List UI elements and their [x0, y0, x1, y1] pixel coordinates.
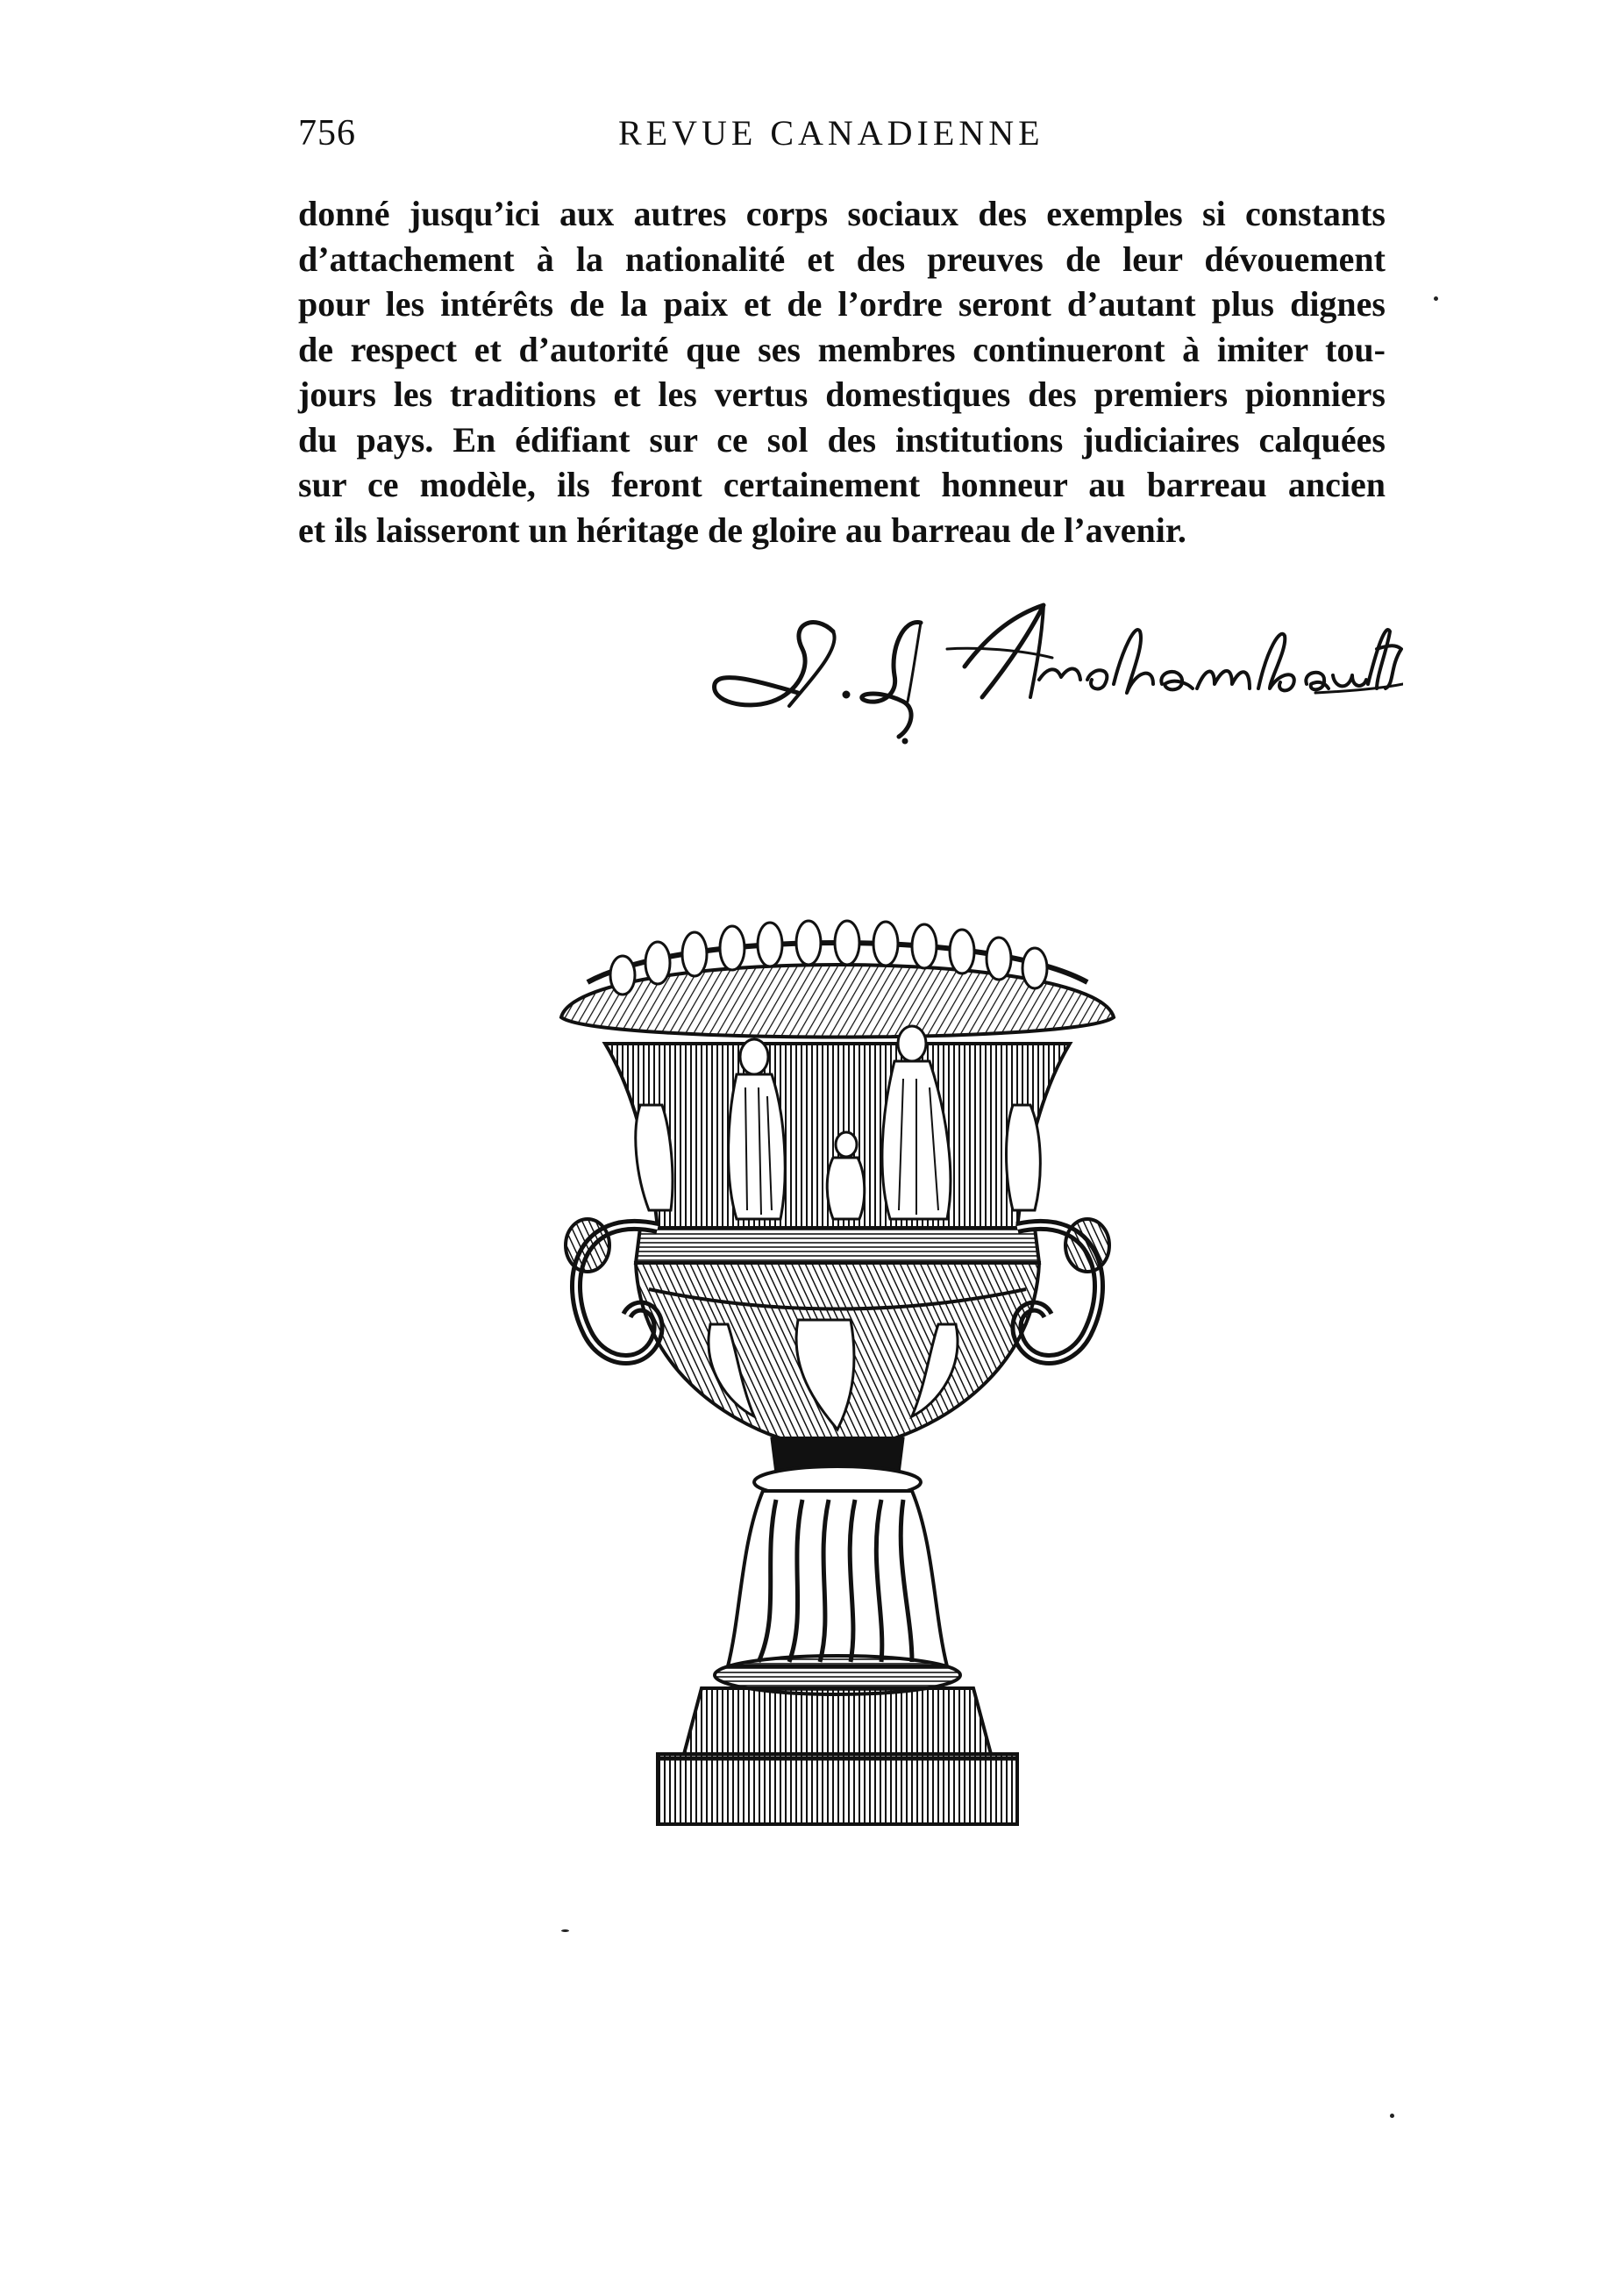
text-line: sur ce modèle, ils feront certainement honneur au barreau ancien: [298, 465, 1386, 504]
text-line: d’attachement à la nationalité et des preuves de leur dévouement: [298, 239, 1386, 279]
text-line: jours les traditions et les vertus domestiques des premiers pionniers: [298, 374, 1386, 414]
body-paragraph: [298, 191, 1386, 553]
text-line: de respect et d’autorité que ses membres continueront à imiter tou-: [298, 329, 1386, 369]
text-line: et ils laisseront un héritage de gloire au barreau de l’avenir.: [298, 510, 1186, 550]
page-header: [298, 112, 1386, 165]
print-speck: [1390, 2114, 1394, 2118]
print-speck: [561, 1929, 569, 1932]
running-title: REVUE CANADIENNE: [618, 113, 1044, 153]
text-line: du pays. En édifiant sur ce sol des institutions judiciaires calquées: [298, 419, 1386, 460]
text-line: pour les intérêts de la paix et de l’ordre seront d’autant plus dignes: [298, 284, 1386, 324]
handwritten-signature: [702, 596, 1403, 772]
urn-illustration: [552, 912, 1122, 1842]
text-line: donné jusqu’ici aux autres corps sociaux des exemples si constants: [298, 194, 1386, 233]
print-speck: [1434, 296, 1438, 301]
page-number: 756: [298, 113, 356, 153]
